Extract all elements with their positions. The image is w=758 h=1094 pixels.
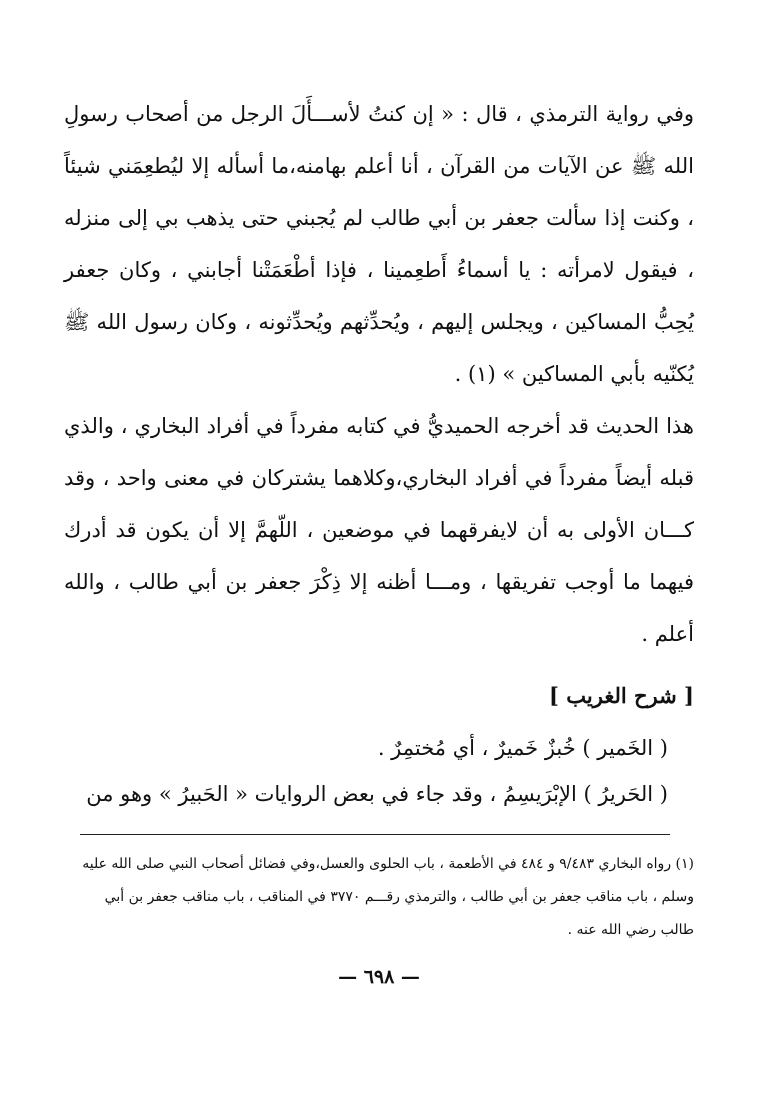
footnote: (١) رواه البخاري ٩/٤٨٣ و ٤٨٤ في الأطعمة ، باب الحلوى والعسل،وفي فضائل أصحاب النبي صلى الله عليه وسلم ، باب مناقب جعفر بن أبي طالب ، والترمذي رقـــم ٣٧٧٠ في المناقب ، باب مناقب جعفر بن أبي طالب رضي الله عنه . <box>82 856 694 938</box>
section-heading-gharib: [ شرح الغريب ] <box>549 683 694 708</box>
gloss-entry: ( الحَريرُ ) الإبْرَيسِمُ ، وقد جاء في بعض الروايات « الحَبيرُ » وهو من <box>86 782 668 806</box>
paragraph-hadith: وفي رواية الترمذي ، قال : « إن كنتُ لأســـأَلَ الرجل من أصحاب رسولِ الله ﷺ عن الآيات من القرآن ، أنا أعلم بهامنه،ما أسأله إلا ليُطعِمَني شيئاً ، وكنت إذا سألت جعفر بن أبي طالب لم يُجبني حتى يذهب بي إلى منزله ، فيقول لامرأته : يا أسماءُ أَطعِمينا ، فإذا أطْعَمَتْنا أجابني ، وكان جعفر يُحِبُّ المساكين ، ويجلس إليهم ، ويُحدِّثهم ويُحدِّثونه ، وكان رسول الله ﷺ يُكنّيه بأبي المساكين » (١) . <box>64 102 694 386</box>
paragraph-commentary: هذا الحديث قد أخرجه الحميديُّ في كتابه مفرداً في أفراد البخاري ، والذي قبله أيضاً مفرداً في أفراد البخاري،وكلاهما يشتركان في معنى واحد ، وقد كـــان الأولى به أن لايفرقهما في موضعين ، اللّهمَّ إلا أن يكون قد أدرك فيهما ما أوجب تفريقها ، ومـــا أظنه إلا ذِكْرَ جعفر بن أبي طالب ، والله أعلم . <box>64 414 694 646</box>
footnote-divider <box>80 834 670 835</box>
gloss-entry: ( الخَمير ) خُبزٌ خَميرٌ ، أي مُختمِرٌ . <box>377 736 668 760</box>
main-text <box>64 88 694 660</box>
page-number: — ٦٩٨ — <box>338 966 420 988</box>
